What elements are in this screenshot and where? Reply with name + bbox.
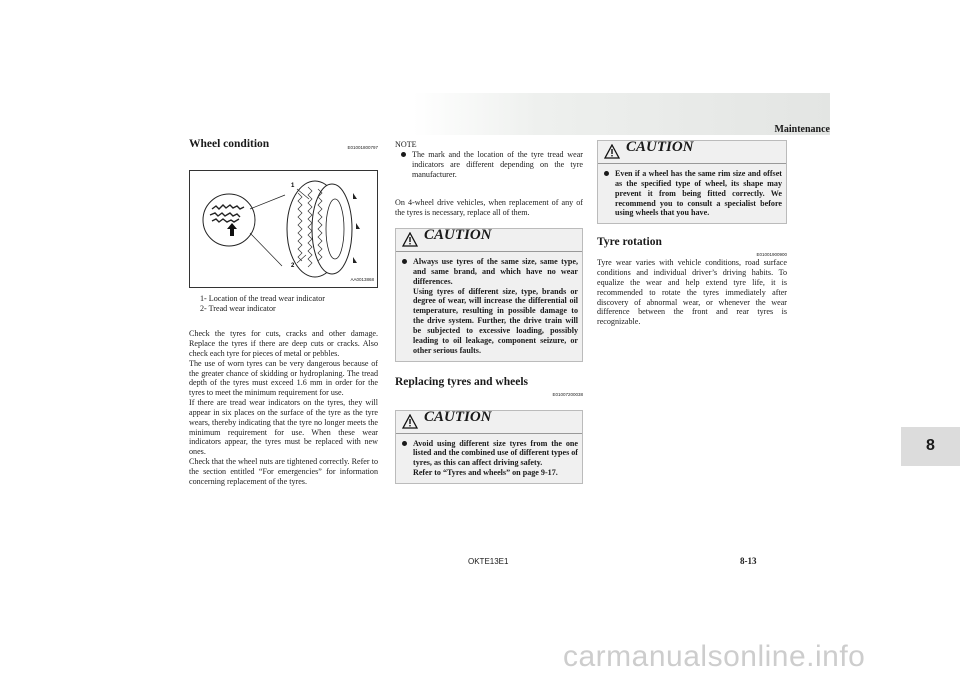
- caution-box: [395, 228, 583, 361]
- section-code: E01001800797: [347, 145, 378, 150]
- footer-doc-code: OKTE13E1: [468, 557, 509, 566]
- caution-box: [395, 410, 583, 484]
- note-text: The mark and the location of the tyre tread wear indicators are different depending on the tyre manufacturer.: [412, 149, 583, 179]
- section-title-text: Replacing tyres and wheels: [395, 375, 528, 388]
- figure-code: AA0013868: [350, 277, 374, 283]
- section-title-tyre-rotation: [597, 236, 787, 258]
- caution-body: [598, 164, 786, 223]
- warning-triangle-icon: [604, 144, 620, 159]
- tyre-illustration: [190, 171, 377, 287]
- caution-box: [597, 140, 787, 224]
- caution-header: [396, 229, 582, 252]
- paragraph: Check the tyres for cuts, cracks and other damage. Replace the tyres if there are deep cuts or cracks. Also check each tyre for pieces of metal or pebbles.: [189, 329, 378, 358]
- caution-body: [396, 434, 582, 483]
- caution-text: Even if a wheel has the same rim size and offset as the specified type of wheel, its shape may prevent it from being fitted correctly. We recommend you to consult a specialist before using wheels that you have.: [615, 169, 782, 218]
- paragraph: Tyre wear varies with vehicle conditions, road surface conditions and individual driver’s driving habits. To equalize the wear and help extend tyre life, it is recommended to rotate the tyres immediately after discovery of abnormal wear, or whenever the wear difference between the front and rear tyres is recognizable.: [597, 258, 787, 327]
- section-title-replacing-tyres: [395, 375, 583, 397]
- paragraph-4wd: On 4-wheel drive vehicles, when replacement of any of the tyres is necessary, replace all of them.: [395, 198, 583, 218]
- bullet-icon: [402, 259, 407, 264]
- tyre-figure: [189, 170, 378, 288]
- caution-body: [396, 252, 582, 360]
- bullet-icon: [401, 152, 406, 157]
- legend-item: 1- Location of the tread wear indicator: [200, 294, 325, 303]
- caution-header: [396, 408, 582, 434]
- header-title: Maintenance: [774, 124, 830, 135]
- caution-text: Using tyres of different size, type, brands or degree of wear, will increase the differential oil temperature, resulting in possible damage to the drive system. Further, the drive train will be subjected to excessive loading, possibly leading to oil leakage, component seizure, or other serious faults.: [413, 286, 578, 355]
- warning-triangle-icon: [402, 232, 418, 247]
- section-title-wheel-condition: [189, 140, 378, 154]
- chapter-tab: [901, 427, 960, 466]
- watermark: carmanualsonline.info: [563, 640, 866, 673]
- caution-text: Avoid using different size tyres from the one listed and the combined use of different types of tyres, as this can affect driving safety.: [413, 438, 578, 468]
- caution-text: Refer to “Tyres and wheels” on page 9-17.: [413, 468, 558, 478]
- chapter-number: 8: [926, 437, 935, 454]
- figure-label-1: 1: [291, 183, 295, 189]
- figure-legend: [189, 294, 378, 313]
- paragraph: If there are tread wear indicators on the tyres, they will appear in six places on the surface of the tyre as the tyre wears, thereby indicating that the tyre no longer meets the minimum requirement for use. When these wear indicators appear, the tyres must be replaced with new ones.: [189, 398, 378, 457]
- bullet-icon: [402, 441, 407, 446]
- footer-page-number: 8-13: [740, 556, 757, 566]
- section-title-text: Wheel condition: [189, 138, 270, 150]
- caution-text: Always use tyres of the same size, same type, and same brand, and which have no wear differences.: [413, 257, 578, 286]
- section-code: E01001900900: [756, 252, 787, 258]
- figure-label-2: 2: [291, 263, 295, 269]
- paragraph: Check that the wheel nuts are tightened correctly. Refer to the section entitled “For emergencies” for information concerning replacement of the tyres.: [189, 457, 378, 486]
- bullet-icon: [604, 171, 609, 176]
- paragraph: The use of worn tyres can be very dangerous because of the greater chance of skidding or hydroplaning. The tread depth of the tyres must exceed 1.6 mm in order for the tyres to meet the minimum requirement for use.: [189, 358, 378, 398]
- caution-label: CAUTION: [626, 139, 694, 155]
- section-title-text: Tyre rotation: [597, 236, 662, 249]
- note-label: NOTE: [395, 140, 417, 149]
- column-middle: [395, 140, 583, 484]
- caution-header: [598, 141, 786, 164]
- caution-label: CAUTION: [424, 408, 492, 425]
- arrow-up-icon: [227, 223, 237, 236]
- section-code: E01007200038: [552, 391, 583, 397]
- warning-triangle-icon: [402, 414, 418, 429]
- note-item: [395, 150, 583, 180]
- legend-item: 2- Tread wear indicator: [200, 303, 276, 313]
- caution-label: CAUTION: [424, 227, 492, 244]
- column-left: [189, 140, 378, 487]
- header-band: [413, 93, 830, 135]
- column-right: [597, 140, 787, 327]
